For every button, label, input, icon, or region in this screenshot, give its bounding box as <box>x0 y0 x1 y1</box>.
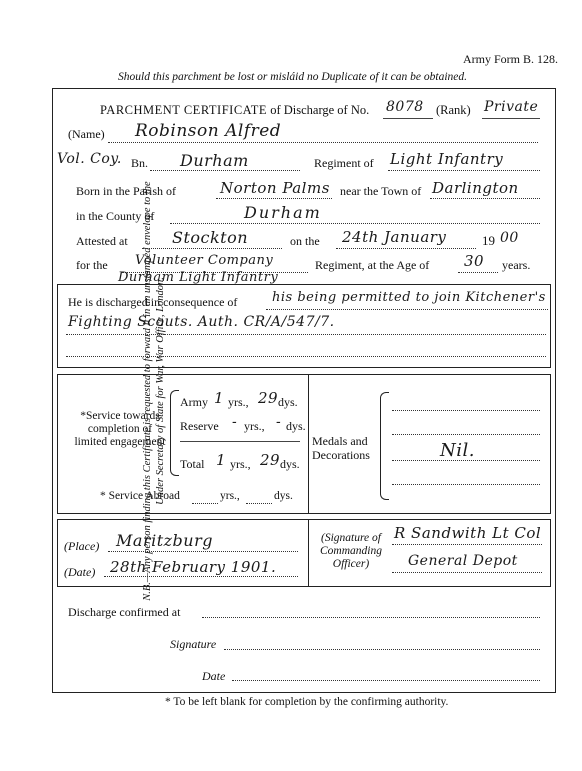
rank-label: (Rank) <box>436 103 471 117</box>
regiment-age-label: Regiment, at the Age of <box>315 258 430 272</box>
year-prefix: 19 <box>482 233 495 248</box>
discharge-reason-2: Fighting Scouts. Auth. CR/A/547/7. <box>68 314 335 330</box>
army-dys: 29 <box>258 389 279 407</box>
service-label-line1: *Service towards <box>80 410 160 422</box>
service-number: 8078 <box>386 99 424 115</box>
signature-line2: General Depot <box>408 553 518 569</box>
years-label: years. <box>502 258 531 272</box>
year-value: 00 <box>500 230 519 246</box>
footer-note: * To be left blank for completion by the confirming authority. <box>165 696 449 708</box>
side-note-line2: Under Secretary of State for War, War Office, London. <box>155 277 166 505</box>
medals-label-line1: Medals and <box>312 434 368 448</box>
title-text: PARCHMENT CERTIFICATE <box>100 103 268 117</box>
total-yrs: 1 <box>216 451 227 469</box>
army-yrs-unit: yrs., <box>228 395 249 409</box>
warning-text: Should this parchment be lost or misláid no Duplicate of it can be obtained. <box>118 71 468 83</box>
abroad-yrs-unit: yrs., <box>220 490 240 502</box>
service-label <box>70 410 170 449</box>
for-the-label: for the <box>76 258 108 272</box>
signature-label-line1: (Signature of <box>321 532 381 544</box>
attested-place: Stockton <box>172 228 249 247</box>
place-label: (Place) <box>64 539 100 553</box>
unit-line2: Durham Light Infantry <box>118 270 279 285</box>
name-value: Robinson Alfred <box>135 121 282 141</box>
total-label: Total <box>180 457 205 471</box>
army-dys-unit: dys. <box>278 395 298 409</box>
signature-line1: R Sandwith Lt Col <box>394 524 542 542</box>
town-label: near the Town of <box>340 184 422 198</box>
discharge-confirmed-label: Discharge confirmed at <box>68 605 181 619</box>
total-yrs-unit: yrs., <box>230 457 251 471</box>
service-bracket <box>170 390 179 476</box>
signature-label-line3: Officer) <box>332 558 370 570</box>
confirm-date-label: Date <box>202 669 226 683</box>
form-number: Army Form B. 128. <box>462 52 558 66</box>
confirm-signature-label: Signature <box>170 637 217 651</box>
discharge-label: He is discharged in consequence of <box>68 295 238 309</box>
bn-label: Bn. <box>131 156 149 170</box>
total-dys-unit: dys. <box>280 457 300 471</box>
discharge-reason-1: his being permitted to join Kitchener's <box>272 290 546 305</box>
total-dys: 29 <box>260 451 281 469</box>
reserve-label: Reserve <box>180 419 219 433</box>
name-label: (Name) <box>68 127 105 141</box>
unit-value: Volunteer Company <box>135 253 274 268</box>
born-label: Born in the Parish of <box>76 184 176 198</box>
service-abroad-label: * Service Abroad <box>100 490 180 502</box>
regiment-value: Light Infantry <box>390 150 504 168</box>
medals-label <box>312 434 370 462</box>
army-yrs: 1 <box>214 389 225 407</box>
reserve-dys: - <box>276 414 282 430</box>
medals-label-line2: Decorations <box>312 448 370 462</box>
attested-label: Attested at <box>76 234 128 248</box>
medals-value: Nil. <box>440 440 475 461</box>
certificate-title <box>100 103 369 118</box>
age-value: 30 <box>464 252 485 270</box>
service-label-line3: limited engagement <box>74 436 166 448</box>
signature-label <box>313 532 389 571</box>
date-label: (Date) <box>64 565 96 579</box>
reserve-yrs-unit: yrs., <box>244 419 265 433</box>
place-value: Maritzburg <box>116 531 213 550</box>
rank-value: Private <box>484 99 539 115</box>
vol-coy-value: Vol. Coy. <box>57 151 122 167</box>
county-label: in the County of <box>76 209 155 223</box>
attested-date: 24th January <box>342 228 447 246</box>
medals-bracket <box>380 392 389 500</box>
signature-label-line2: Commanding <box>320 545 382 557</box>
reserve-yrs: - <box>232 414 238 430</box>
service-label-line2: completion of <box>87 423 153 435</box>
on-the-label: on the <box>290 234 320 248</box>
date-value: 28th February 1901. <box>110 558 277 576</box>
parish-value: Norton Palms <box>220 179 330 197</box>
side-note-line1: N.B.—Any person finding this Certificate is requested to forward it in an unstamped envelope to the <box>142 181 153 601</box>
army-label: Army <box>180 395 208 409</box>
county-value: Durham <box>244 203 322 222</box>
reserve-dys-unit: dys. <box>286 419 306 433</box>
town-value: Darlington <box>432 179 519 197</box>
regiment-of-label: Regiment of <box>314 156 374 170</box>
abroad-dys-unit: dys. <box>274 490 293 502</box>
battalion-value: Durham <box>180 151 249 170</box>
of-discharge-label: of Discharge of No. <box>270 103 370 117</box>
